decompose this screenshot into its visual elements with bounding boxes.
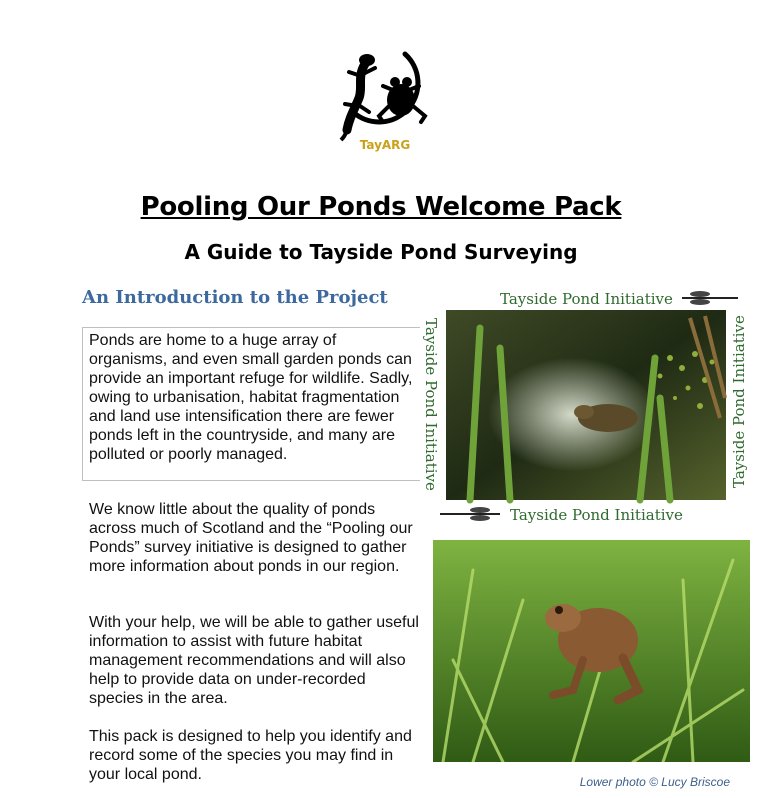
- paragraph-survey: We know little about the quality of ponds across much of Scotland and the “Pooling our Ponds” survey initiative is designed to gather more information about ponds in our region.: [89, 501, 413, 575]
- photo-caption: Lower photo © Lucy Briscoe: [579, 775, 730, 789]
- banner-bottom: Tayside Pond Initiative: [510, 506, 683, 524]
- logo-text: TayARG: [359, 138, 411, 152]
- banner-right: Tayside Pond Initiative: [730, 315, 748, 488]
- intro-text-box: Ponds are home to a huge array of organisms, and even small garden ponds can provide an important refuge for wildlife. Sadly, owing to urbanisation, habitat fragmentation and land use intensification there are fewer ponds left in the countryside, and many are polluted or poorly managed.: [82, 327, 422, 481]
- section-heading: An Introduction to the Project: [82, 287, 388, 308]
- frog-in-grass-photo: [433, 540, 750, 762]
- page-subtitle: A Guide to Tayside Pond Surveying: [184, 240, 578, 264]
- page-title: Pooling Our Ponds Welcome Pack: [140, 192, 622, 222]
- paragraph-pack: This pack is designed to help you identify and record some of the species you may find in your local pond.: [89, 728, 412, 783]
- pond-initiative-photo: [420, 288, 750, 526]
- paragraph-help: With your help, we will be able to gather useful information to assist with future habitat management recommendations and will also help to provide data on under-recorded species in the area.: [89, 614, 419, 707]
- newt-frog-logo-icon: [335, 42, 445, 142]
- tayarg-logo: [335, 42, 445, 160]
- banner-left: Tayside Pond Initiative: [422, 318, 440, 491]
- banner-top: Tayside Pond Initiative: [500, 290, 673, 308]
